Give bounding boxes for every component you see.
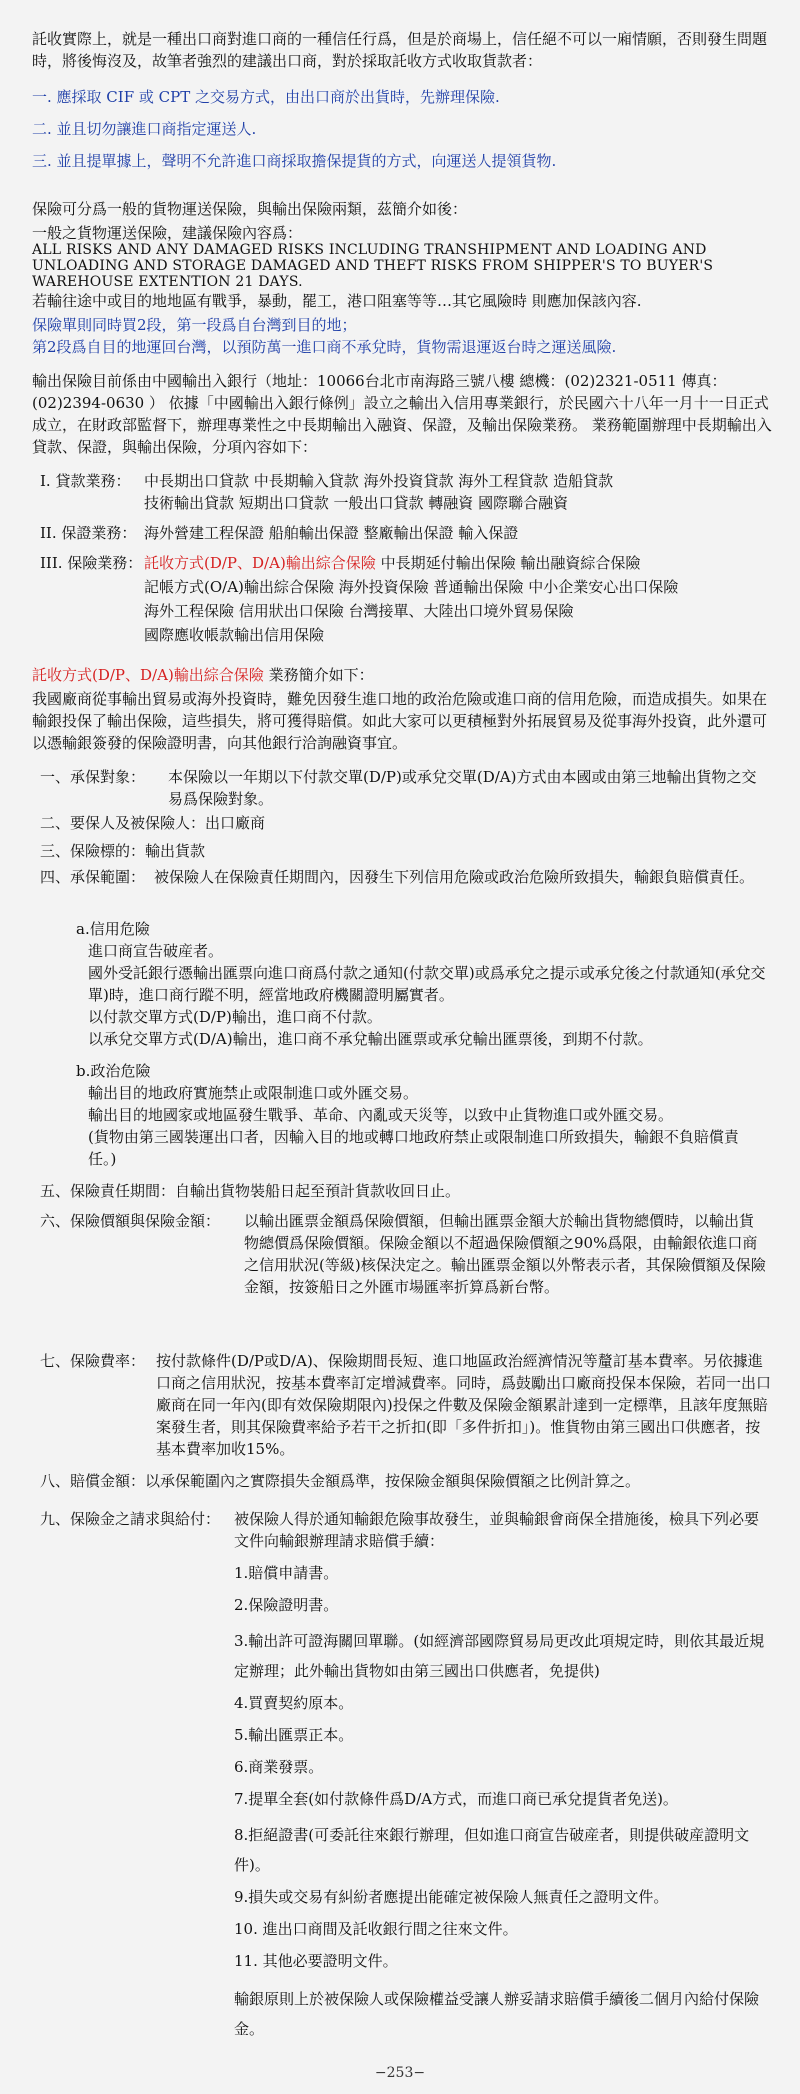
claim-doc-4: 4.買賣契約原本。: [234, 1694, 354, 1712]
cargo-insurance-line: 一般之貨物運送保險，建議保險內容爲：: [32, 224, 303, 242]
advice-point-1: 一. 應採取 CIF 或 CPT 之交易方式，由出口商於出貨時，先辦理保險.: [32, 88, 500, 106]
section-3-text: 輸出貨款: [145, 842, 206, 860]
guarantee-category-label: II. 保證業務：: [40, 524, 137, 542]
closing-note: 輸銀原則上於被保險人或保險權益受讓人辦妥請求賠償手續後二個月內給付保險金。: [234, 1990, 760, 2038]
claim-doc-9: 9.損失或交易有糾紛者應提出能確定被保險人無責任之證明文件。: [234, 1888, 669, 1906]
policy-segment-1: 保險單則同時買2段，第一段爲自台灣到目的地；: [32, 316, 357, 334]
claim-doc-3: 3.輸出許可證海關回單聯。(如經濟部國際貿易局更改此項規定時，則依其最近規定辦理；此外輸出貨物如由第三國出口供應者，免提供): [234, 1632, 765, 1680]
claim-doc-7: 7.提單全套(如付款條件爲D/A方式，而進口商已承兌提貨者免送)。: [234, 1790, 678, 1808]
bank-paragraph: 輸出保險目前係由中國輸出入銀行（地址：10066台北市南海路三號八樓 總機：(02)2321-0511 傳真：(02)2394-0630 ） 依據「中國輸出入銀行條例」設立之輸出入信用專業銀行，於民國六十八年一月十一日正式成立，在財政部監督下，辦理專業性之中長期輸出入融資、保證，及輸出保險業務。 業務範圍辦理中長期輸出入貸款、保證，與輸出保險，分項內容如下：: [32, 372, 772, 456]
section-8-label: 八、賠償金額：: [40, 1472, 146, 1490]
section-2-label: 二、要保人及被保險人：: [40, 814, 206, 832]
loan-category-label: I. 貸款業務：: [40, 472, 131, 490]
section-4-text: 被保險人在保險責任期間內，因發生下列信用危險或政治危險所致損失，輸銀負賠償責任。: [154, 868, 755, 886]
section-2-text: 出口廠商: [205, 814, 266, 832]
credit-risk-title: a.信用危險: [76, 920, 150, 938]
section-3: [40, 840, 205, 862]
section-4-label: 四、承保範圍：: [40, 868, 146, 886]
product-title: [32, 664, 772, 686]
political-risk-item-3: (貨物由第三國裝運出口者，因輸入目的地或轉口地政府禁止或限制進口所致損失，輸銀不負賠償責任。): [88, 1128, 739, 1168]
section-5: [40, 1180, 460, 1202]
section-1-text: 本保險以一年期以下付款交單(D/P)或承兌交單(D/A)方式由本國或由第三地輸出貨物之交易爲保險對象。: [168, 768, 757, 808]
insurance-items-line-1: [144, 552, 640, 574]
product-title-rest: 業務簡介如下：: [263, 666, 374, 684]
loan-items-line-1: 中長期出口貸款 中長期輸入貸款 海外投資貸款 海外工程貸款 造船貸款: [144, 472, 614, 490]
section-3-label: 三、保險標的：: [40, 842, 146, 860]
policy-segment-2: 第2段爲自目的地運回台灣，以預防萬一進口商不承兌時，貨物需退運返台時之運送風險.: [32, 338, 617, 356]
insurance-types-line: 保險可分爲一般的貨物運送保險，與輸出保險兩類，茲簡介如後：: [32, 200, 468, 218]
section-6-label: 六、保險價額與保險金額：: [40, 1212, 221, 1230]
political-risk-item-2: 輸出目的地國家或地區發生戰爭、革命、內亂或天災等，以致中止貨物進口或外匯交易。: [88, 1106, 674, 1124]
insurance-items-line-2: 記帳方式(O/A)輸出綜合保險 海外投資保險 普通輸出保險 中小企業安心出口保險: [144, 578, 679, 596]
claim-doc-2: 2.保險證明書。: [234, 1596, 339, 1614]
intro-paragraph: 託收實際上，就是一種出口商對進口商的一種信任行爲，但是於商場上，信任絕不可以一廂情願，否則發生問題時，將後悔沒及，故筆者強烈的建議出口商，對於採取託收方式收取貨款者：: [32, 30, 768, 70]
claim-doc-5: 5.輸出匯票正本。: [234, 1726, 354, 1744]
collection-insurance-highlight: 託收方式(D/P、D/A)輸出綜合保險: [144, 554, 376, 572]
advice-point-3: 三. 並且提單據上，聲明不允許進口商採取擔保提貨的方式，向運送人提領貨物.: [32, 152, 557, 170]
claim-doc-1: 1.賠償申請書。: [234, 1564, 339, 1582]
claim-doc-6: 6.商業發票。: [234, 1758, 324, 1776]
insurance-items-rest: 中長期延付輸出保險 輸出融資綜合保險: [375, 554, 641, 572]
section-7-text: 按付款條件(D/P或D/A)、保險期間長短、進口地區政治經濟情況等釐訂基本費率。另依據進口商之信用狀況，按基本費率訂定增減費率。同時，爲鼓勵出口廠商投保本保險，若同一出口廠商在同一年內(即有效保險期限內)投保之件數及保險金額累計達到一定標準，且該年度無賠案發生者，則其保險費率給予若干之折扣(即「多件折扣」)。惟貨物由第三國出口供應者，按基本費率加收15%。: [156, 1352, 772, 1458]
section-5-text: 自輸出貨物裝船日起至預計貨款收回日止。: [175, 1182, 461, 1200]
section-1-label: 一、承保對象：: [40, 768, 146, 786]
insurance-category-label: III. 保險業務：: [40, 554, 143, 572]
cargo-insurance-clause: ALL RISKS AND ANY DAMAGED RISKS INCLUDING TRANSHIPMENT AND LOADING AND UNLOADING AND STORAGE DAMAGED AND THEFT RISKS FROM SHIPPER'S TO BUYER'S WAREHOUSE EXTENTION 21 DAYS.: [32, 242, 714, 290]
section-8: [40, 1470, 640, 1492]
page-number: −253−: [374, 2065, 426, 2081]
section-8-text: 以承保範圍內之實際損失金額爲準，按保險金額與保險價額之比例計算之。: [145, 1472, 641, 1490]
advice-point-2: 二. 並且切勿讓進口商指定運送人.: [32, 120, 257, 138]
section-5-label: 五、保險責任期間：: [40, 1182, 176, 1200]
credit-risk-item-1: 進口商宣告破産者。: [88, 942, 224, 960]
loan-items-line-2: 技術輸出貸款 短期出口貸款 一般出口貸款 轉融資 國際聯合融資: [144, 494, 569, 512]
insurance-items-line-3: 海外工程保險 信用狀出口保險 台灣接單、大陸出口境外貿易保險: [144, 602, 574, 620]
political-risk-item-1: 輸出目的地政府實施禁止或限制進口或外匯交易。: [88, 1084, 419, 1102]
claim-doc-11: 11. 其他必要證明文件。: [234, 1952, 398, 1970]
war-risk-note: 若輸往途中或目的地地區有戰爭，暴動，罷工，港口阻塞等等…其它風險時 則應加保該內容.: [32, 292, 642, 310]
insurance-items-line-4: 國際應收帳款輸出信用保險: [144, 626, 325, 644]
product-title-highlight: 託收方式(D/P、D/A)輸出綜合保險: [32, 666, 264, 684]
political-risk-title: b.政治危險: [76, 1062, 151, 1080]
credit-risk-item-3: 以付款交單方式(D/P)輸出，進口商不付款。: [88, 1008, 382, 1026]
claim-doc-8: 8.拒絕證書(可委託往來銀行辦理，但如進口商宣告破産者，則提供破産證明文件)。: [234, 1826, 750, 1874]
section-9-text: 被保險人得於通知輸銀危險事故發生，並與輸銀會商保全措施後，檢具下列必要文件向輸銀辦理請求賠償手續：: [234, 1510, 760, 1550]
section-9-label: 九、保險金之請求與給付：: [40, 1510, 221, 1528]
section-2: [40, 812, 265, 834]
section-7-label: 七、保險費率：: [40, 1352, 146, 1370]
credit-risk-item-4: 以承兌交單方式(D/A)輸出，進口商不承兌輸出匯票或承兌輸出匯票後，到期不付款。: [88, 1030, 653, 1048]
credit-risk-item-2: 國外受託銀行憑輸出匯票向進口商爲付款之通知(付款交單)或爲承兌之提示或承兌後之付款通知(承兌交單)時，進口商行蹤不明，經當地政府機關證明屬實者。: [88, 964, 766, 1004]
section-6-text: 以輸出匯票金額爲保險價額，但輸出匯票金額大於輸出貨物總價時，以輸出貨物總價爲保險價額。保險金額以不超過保險價額之90%爲限，由輸銀依進口商之信用狀況(等級)核保決定之。輸出匯票金額以外幣表示者，其保險價額及保險金額，按簽船日之外匯市場匯率折算爲新台幣。: [244, 1212, 766, 1296]
product-intro: 我國廠商從事輸出貿易或海外投資時，難免因發生進口地的政治危險或進口商的信用危險，而造成損失。如果在輸銀投保了輸出保險，這些損失，將可獲得賠償。如此大家可以更積極對外拓展貿易及從事海外投資，此外還可以憑輸銀簽發的保險證明書，向其他銀行洽詢融資事宜。: [32, 690, 768, 752]
guarantee-items-line: 海外營建工程保證 船舶輸出保證 整廠輸出保證 輸入保證: [144, 524, 519, 542]
claim-doc-10: 10. 進出口商間及託收銀行間之往來文件。: [234, 1920, 518, 1938]
